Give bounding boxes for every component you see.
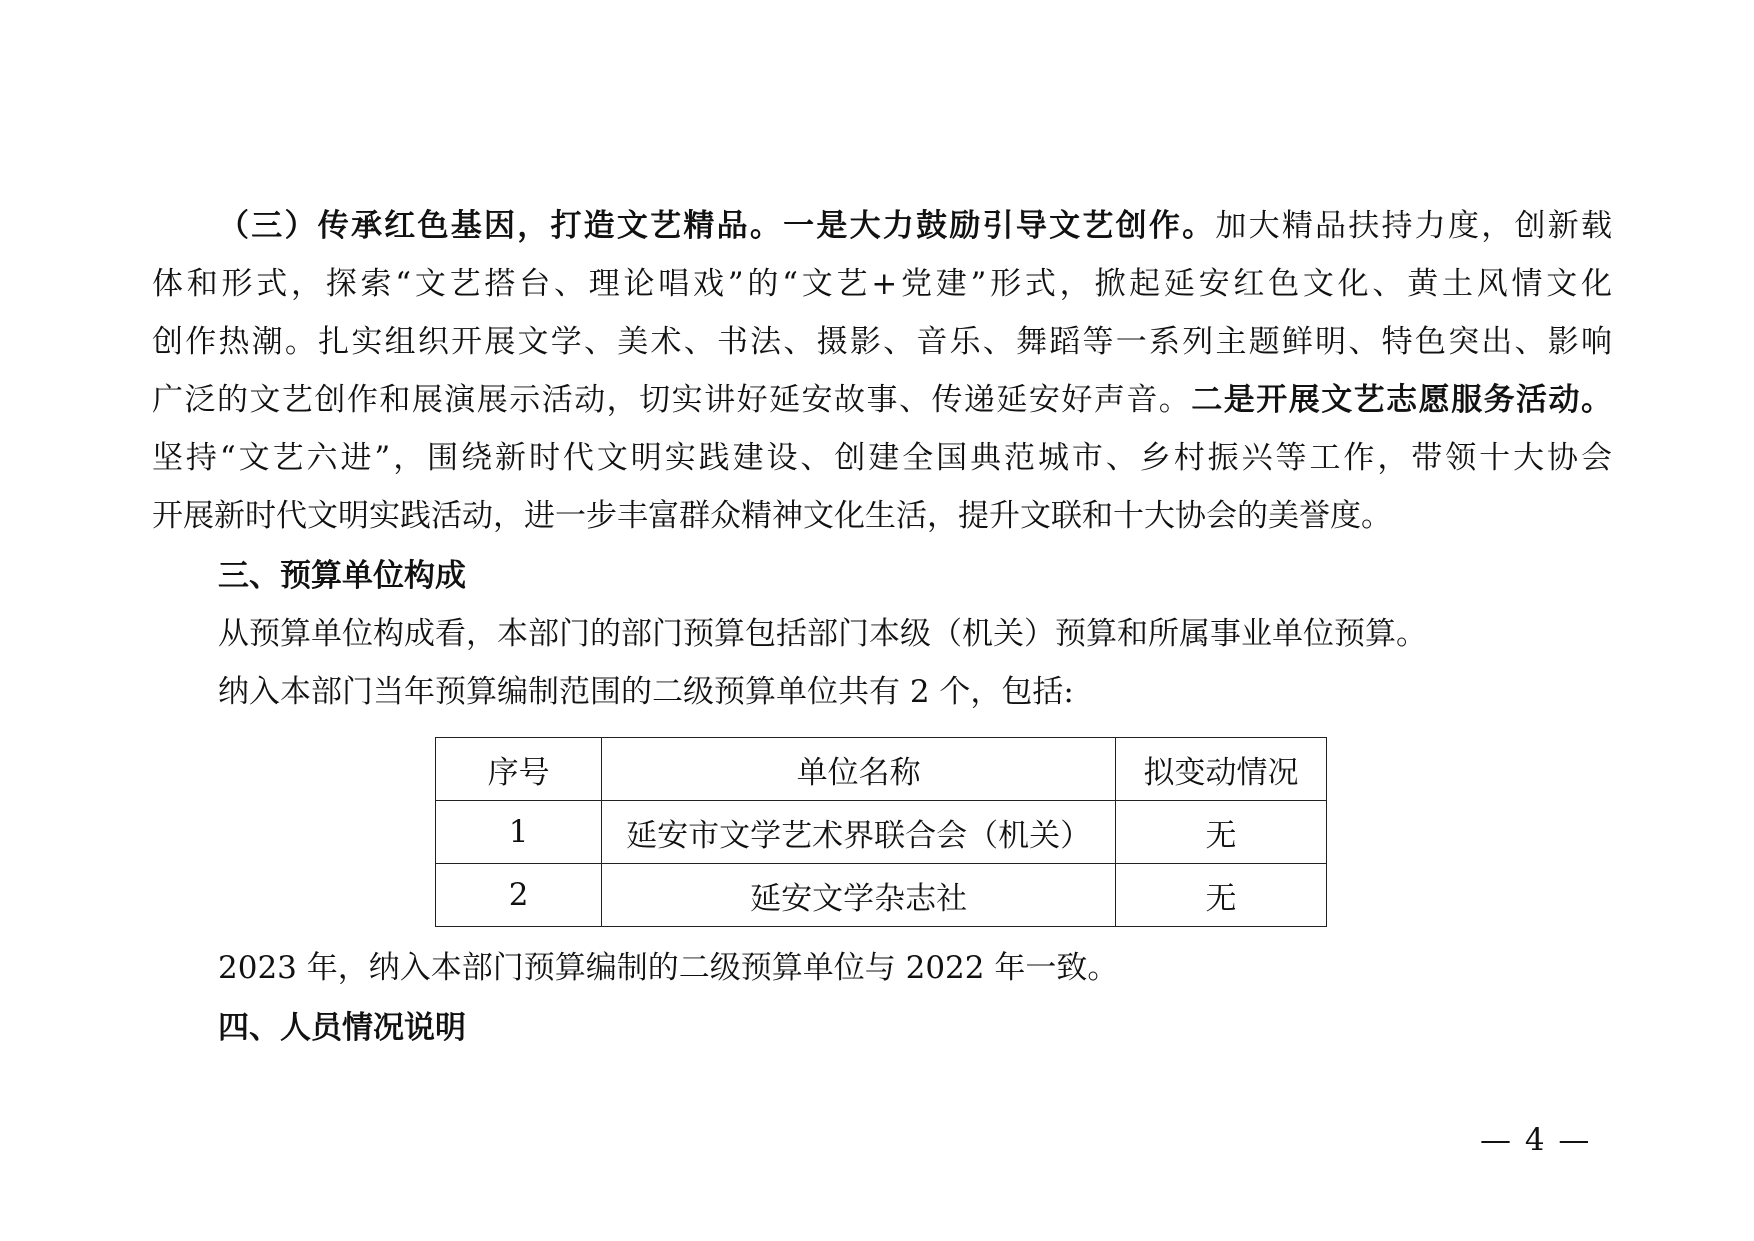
paragraph-line-5: 坚持“文艺六进”，围绕新时代文明实践建设、创建全国典范城市、乡村振兴等工作，带领十大协会 xyxy=(152,440,1612,476)
paragraph-line-3: 创作热潮。扎实组织开展文学、美术、书法、摄影、音乐、舞蹈等一系列主题鲜明、特色突出、影响 xyxy=(152,324,1612,360)
table-header-row xyxy=(436,738,1327,801)
budget-units-table xyxy=(435,737,1327,927)
paragraph-line-1 xyxy=(218,206,1612,246)
table-header-cell: 序号 xyxy=(436,738,602,801)
page-number: — 4 — xyxy=(1480,1122,1592,1158)
paragraph-text: 加大精品扶持力度，创新载 xyxy=(1215,208,1613,244)
table-cell: 无 xyxy=(1115,864,1326,927)
table-cell: 无 xyxy=(1115,801,1326,864)
budget-units-text-2: 纳入本部门当年预算编制范围的二级预算单位共有 2 个，包括: xyxy=(218,674,1074,710)
paragraph-line-2: 体和形式，探索“文艺搭台、理论唱戏”的“文艺+党建”形式，掀起延安红色文化、黄土风情文化 xyxy=(152,266,1612,302)
paragraph-bold-lead: 二是开展文艺志愿服务活动。 xyxy=(1191,382,1613,418)
budget-units-text-3: 2023 年，纳入本部门预算编制的二级预算单位与 2022 年一致。 xyxy=(218,950,1119,986)
budget-units-text-1: 从预算单位构成看，本部门的部门预算包括部门本级（机关）预算和所属事业单位预算。 xyxy=(218,616,1427,652)
paragraph-text: 广泛的文艺创作和展演展示活动，切实讲好延安故事、传递延安好声音。 xyxy=(152,382,1192,418)
section-heading-personnel: 四、人员情况说明 xyxy=(218,1010,466,1046)
table-cell: 2 xyxy=(436,864,602,927)
table-cell: 延安市文学艺术界联合会（机关） xyxy=(602,801,1116,864)
table-row xyxy=(436,864,1327,927)
section-heading-budget-units: 三、预算单位构成 xyxy=(218,558,466,594)
paragraph-bold-lead: （三）传承红色基因，打造文艺精品。一是大力鼓励引导文艺创作。 xyxy=(218,208,1216,244)
table-row xyxy=(436,801,1327,864)
table-cell: 1 xyxy=(436,801,602,864)
table-header-cell: 单位名称 xyxy=(602,738,1116,801)
table-cell: 延安文学杂志社 xyxy=(602,864,1116,927)
paragraph-line-4 xyxy=(152,380,1612,420)
table-header-cell: 拟变动情况 xyxy=(1115,738,1326,801)
paragraph-line-6: 开展新时代文明实践活动，进一步丰富群众精神文化生活，提升文联和十大协会的美誉度。 xyxy=(152,498,1392,534)
